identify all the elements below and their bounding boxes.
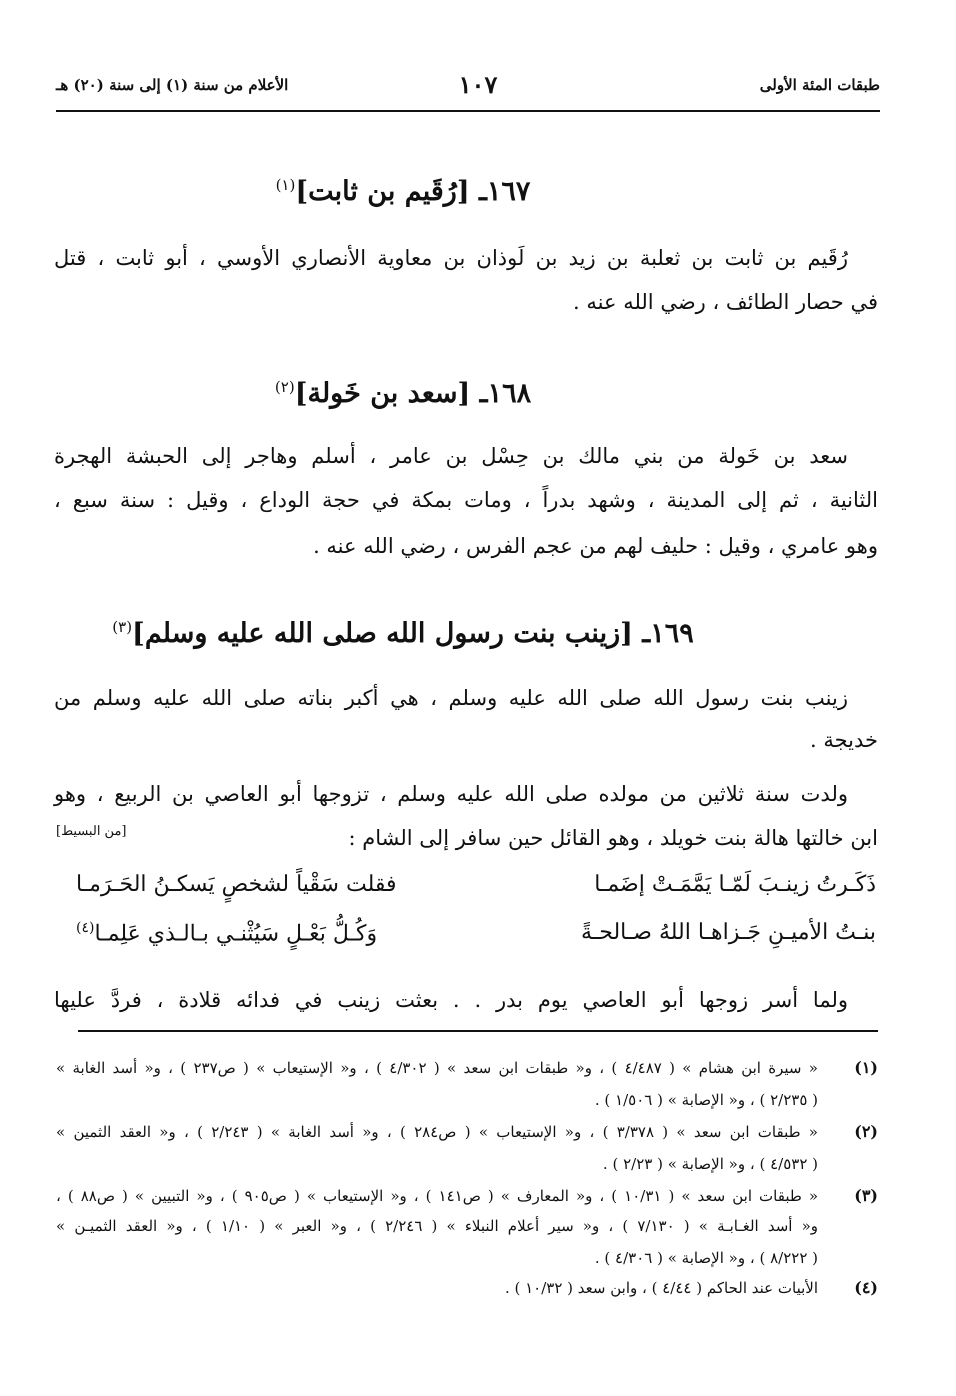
entry-text-line: ولما أسر زوجها أبو العاصي يوم بدر . . بعثت زينب في فدائه قلادة ، فردَّ عليها (54, 988, 848, 1012)
footnote-line: ( ٢/٢٣٥ ) ، و« الإصابة » ( ١/٥٠٦ ) . (594, 1091, 818, 1109)
entry-text-line: في حصار الطائف ، رضي الله عنه . (573, 290, 878, 314)
footnote-number: (١) (854, 1058, 878, 1077)
footnote-number: (٤) (854, 1278, 878, 1297)
running-header-book-title: طبقات المئة الأولى (759, 76, 880, 94)
entry-text-line: ولدت سنة ثلاثين من مولده صلى الله عليه وسلم ، تزوجها أبو العاصي بن الربيع ، وهو (54, 782, 848, 806)
verse-hemistich-first: ذَكَـرتُ زينـبَ لَمّـا يَمَّمَـتْ إضَمـا (594, 872, 876, 897)
footnote-ref: (٤) (76, 920, 95, 936)
running-header-range: الأعلام من سنة (١) إلى سنة (٢٠) هـ (56, 76, 289, 94)
footnote-number: (٢) (854, 1122, 878, 1141)
footnote-line: الأبيات عند الحاكم ( ٤/٤٤ ) ، وابن سعد ( ١٠/٣٢ ) . (504, 1279, 818, 1297)
poem-meter-label: [من البسيط] (56, 824, 127, 839)
entry-title-text: ١٦٧ـ [رُقَيم بن ثابت] (295, 176, 531, 207)
footnote-ref: (٢) (274, 378, 295, 396)
entry-title (80, 176, 726, 207)
verse-hemistich-second: فقلت سَقْياً لشخصٍ يَسكـنُ الحَـرَمـا (76, 872, 397, 897)
footnote-line: « طبقات ابن سعد » ( ٣/٣٧٨ ) ، و« الإستيعاب » ( ص٢٨٤ ) ، و« أسد الغابة » ( ٢/٢٤٣ ) ، و« العقد الثمين » (56, 1123, 818, 1141)
entry-title (80, 618, 726, 649)
entry-text-line: زينب بنت رسول الله صلى الله عليه وسلم ، هي أكبر بناته صلى الله عليه وسلم من (54, 686, 848, 710)
footnote-line: « طبقات ابن سعد » ( ١٠/٣١ ) ، و« المعارف » ( ص١٤١ ) ، و« الإستيعاب » ( ص٩٠٥ ) ، و« التبيين » ( ص٨٨ ) ، (56, 1187, 818, 1205)
footnote-number: (٣) (854, 1186, 878, 1205)
entry-text-line: خديجة . (809, 728, 878, 752)
header-rule (56, 110, 880, 112)
footnote-line: ( ٨/٢٢٢ ) ، و« الإصابة » ( ٤/٣٠٦ ) . (594, 1249, 818, 1267)
entry-title (80, 378, 726, 409)
entry-text-line: سعد بن خَولة من بني مالك بن حِسْل بن عامر ، أسلم وهاجر إلى الحبشة الهجرة (54, 444, 848, 468)
entry-title-text: ١٦٨ـ [سعد بن خَولة] (294, 378, 532, 409)
verse-hemistich-first: بنـتُ الأميـنِ جَـزاهـا اللهُ صـالحـةً (581, 920, 876, 945)
entry-title-text: ١٦٩ـ [زينب بنت رسول الله صلى الله عليه وسلم] (132, 618, 694, 649)
entry-text-line: وهو عامري ، وقيل : حليف لهم من عجم الفرس ، رضي الله عنه . (313, 534, 878, 558)
footnote-ref: (١) (275, 176, 296, 194)
footnote-rule (78, 1030, 878, 1032)
page-number: ١٠٧ (458, 70, 498, 99)
entry-text-line: ابن خالتها هالة بنت خويلد ، وهو القائل حين سافر إلى الشام : (348, 826, 878, 850)
footnote-line: و« أسد الغـابـة » ( ٧/١٣٠ ) ، و« سير أعلام النبلاء » ( ٢/٢٤٦ ) ، و« العبر » ( ١/١٠ ) ، و« العقد الثميـن » (56, 1217, 819, 1235)
entry-text-line: رُقَيم بن ثابت بن ثعلبة بن زيد بن لَوذان بن معاوية الأنصاري الأوسي ، أبو ثابت ، قتل (54, 246, 848, 270)
footnote-ref: (٣) (112, 618, 133, 636)
verse-hemistich-second (76, 920, 377, 946)
footnote-line: « سيرة ابن هشام » ( ٤/٤٨٧ ) ، و« طبقات ابن سعد » ( ٤/٣٠٢ ) ، و« الإستيعاب » ( ص٢٣٧ ) ، و« أسد الغابة » (56, 1059, 818, 1077)
footnote-line: ( ٤/٥٣٢ ) ، و« الإصابة » ( ٢/٢٣ ) . (602, 1155, 818, 1173)
entry-text-line: الثانية ، ثم إلى المدينة ، وشهد بدراً ، ومات بمكة في حجة الوداع ، وقيل : سنة سبع ، (54, 488, 878, 512)
verse-text: وَكُـلُّ بَعْـلٍ سَيُثْنـي بـالـذي عَلِمـا (94, 921, 378, 947)
